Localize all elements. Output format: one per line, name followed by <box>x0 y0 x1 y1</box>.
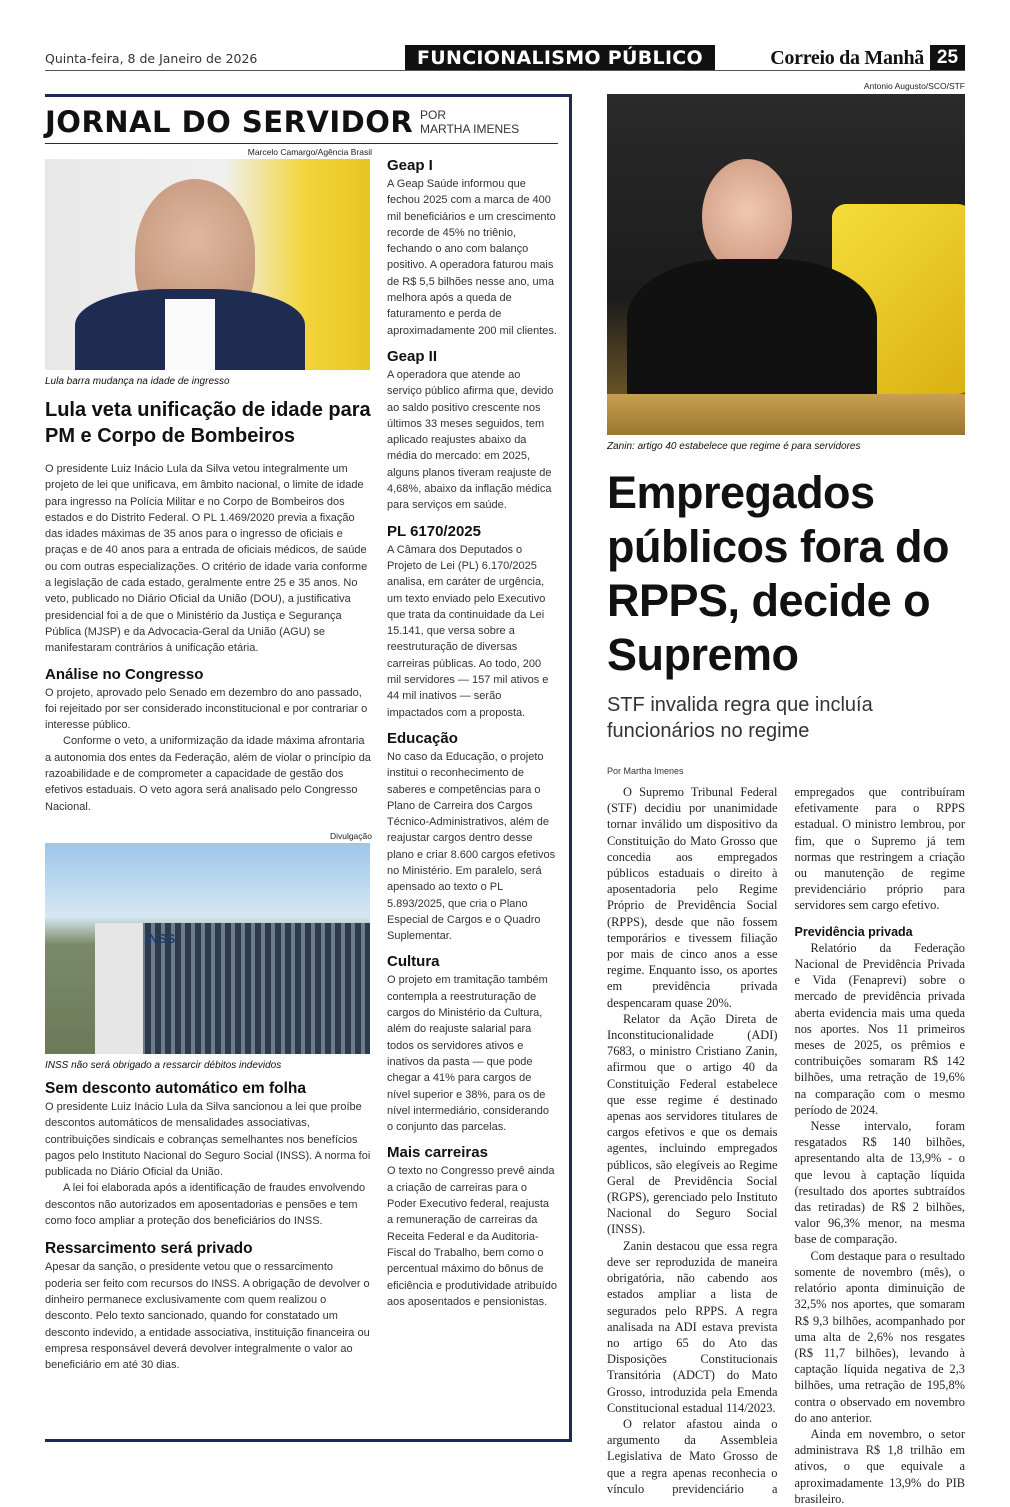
paragraph: O presidente Luiz Inácio Lula da Silva vetou integralmente um projeto de lei que unificava, em âmbito nacional, o limite de idade para ingresso na Polícia Militar e no Corpo de Bombeiros dos estados e do Distrito Federal. O PL 1.469/2020 previa a fixação das idades máximas de 35 anos para o ingresso de oficiais e praças e de 40 anos para a entrada de oficiais médicos, de saúde ou com outras especializações. O critério de idade varia conforme a legislação de cada estado, geralmente entre 25 e 35 anos. No veto, publicado no Diário Oficial da União (DOU), a justificativa presidencial foi a de que o Ministério da Justiça e Segurança Pública (MJSP) e da Advocacia-Geral da União (AGU) se manifestaram contrários à unificação etária. <box>45 463 368 655</box>
article-body <box>607 784 965 1507</box>
section-title: FUNCIONALISMO PÚBLICO <box>405 45 715 71</box>
paragraph: Com destaque para o resultado somente de novembro (mês), o relatório aponta diminuição de 32,5% nos aportes, que somaram R$ 9,3 bilhões, acompanhado por uma alta de 2,6% nos resgates (R$ 11,7 bilhões), levando à captação líquida negativa de 2,3 bilhões, uma retração de 195,8% contra o observado em novembro do ano anterior. <box>794 1248 965 1425</box>
subheading: Análise no Congresso <box>45 665 204 683</box>
inss-sign: INSS <box>145 930 176 946</box>
photo-caption: Zanin: artigo 40 estabelece que regime é para servidores <box>607 441 861 452</box>
lula-photo <box>45 159 370 370</box>
paragraph: Conforme o veto, a uniformização da idade máxima afrontaria a autonomia dos entes da Federação, além de violar o princípio da razoabilidade e de comprometer a capacidade de gestão dos efetivos estaduais. O veto agora será analisado pelo Congresso Nacional. <box>45 735 371 813</box>
column-title: JORNAL DO SERVIDOR <box>45 105 414 139</box>
subheading: Previdência privada <box>794 924 913 939</box>
note-educacao <box>387 729 557 945</box>
note-text: A Câmara dos Deputados o Projeto de Lei (PL) 6.170/2025 analisa, em caráter de urgência, um texto enviado pelo Executivo que trata da continuidade da Lei 15.141, que versa sobre a reestruturação de diversas carreiras públicas. Ao todo, 200 mil servidores — 157 mil ativos e 44 mil inativos — serão impactados com a proposta. <box>387 543 549 719</box>
notes-column <box>387 148 557 1310</box>
inss-building-photo <box>45 843 370 1054</box>
paragraph: Ainda em novembro, o setor administrava R$ 1,8 trilhão em ativos, o que equivale a aproximadamente 13,9% do PIB brasileiro. <box>794 1426 965 1506</box>
zanin-photo <box>607 94 965 435</box>
note-text: A operadora que atende ao serviço público afirma que, devido ao saldo positivo crescente nos últimos 33 meses seguidos, tem aplicado reajustes abaixo da média do mercado: em 2025, alguns planos tiveram reajuste de 4,68%, abaixo da inflação médica para serviços em saúde. <box>387 368 554 512</box>
edition-date: Quinta-feira, 8 de Janeiro de 2026 <box>45 51 258 66</box>
note-title: Geap I <box>387 157 433 174</box>
note-title: PL 6170/2025 <box>387 522 481 540</box>
header-rule <box>45 70 965 71</box>
paragraph: Apesar da sanção, o presidente vetou que o ressarcimento poderia ser feito com recursos do INSS. A obrigação de devolver o dinheiro permanece exclusivamente com quem realizou o desconto. Pelo texto sancionado, quando for constatado um desconto indevido, a entidade associativa, instituição financeira ou empresa responsável deverá devolver integralmente o valor ao beneficiário em até 30 dias. <box>45 1261 370 1372</box>
note-title: Educação <box>387 729 458 747</box>
note-geap-1 <box>387 156 557 339</box>
byline: Por Martha Imenes <box>607 766 684 776</box>
byline-author: MARTHA IMENES <box>420 122 520 136</box>
main-headline: Empregados públicos fora do RPPS, decide o Supremo <box>607 467 950 680</box>
left-column <box>45 147 372 1373</box>
paragraph: Relator da Ação Direta de Inconstitucionalidade (ADI) 7683, o ministro Cristiano Zanin, afirmou que o artigo 40 da Constituição Federal estabelece que esse regime é destinado apenas aos servidores titulares de cargos efetivos e que os demais agentes, incluindo empregados públicos, são elegíveis ao Regime Geral de Previdência Social (RGPS), gerenciado pelo Instituto Nacional do Seguro Social (INSS). <box>607 1011 778 1237</box>
note-text: O projeto em tramitação também contempla a reestruturação de cargos do Ministério da Cultura, além do reajuste salarial para todos os servidores ativos e inativos da pasta — que pode chegar a 41% para cargos de nível superior e 38%, para os de nível intermediário, considerando o conjunto das parcelas. <box>387 974 550 1134</box>
photo-caption: INSS não será obrigado a ressarcir débitos indevidos <box>45 1059 282 1071</box>
photo-credit: Divulgação <box>329 830 372 841</box>
paragraph: Nesse intervalo, foram resgatados R$ 140 bilhões, apresentando alta de 13,9% - o que levou à captação líquida (resultado dos aportes subtraídos das retiradas) de R$ 2 bilhões, valor 96,3% menor, na mesma base de comparação. <box>794 1119 965 1247</box>
byline-por: POR <box>420 108 447 122</box>
article-headline: Lula veta unificação de idade para PM e Corpo de Bombeiros <box>45 399 371 447</box>
subheadline: STF invalida regra que incluía funcionários no regime <box>607 694 873 742</box>
note-cultura <box>387 952 557 1135</box>
newspaper-logo: Correio da Manhã <box>770 47 924 69</box>
photo-credit: Marcelo Camargo/Agência Brasil <box>247 147 372 157</box>
article-body <box>45 685 372 815</box>
article-body <box>45 461 372 657</box>
paragraph: O presidente Luiz Inácio Lula da Silva sancionou a lei que proíbe descontos automáticos de mensalidades associativas, contribuições sindicais e cobranças semelhantes nos benefícios pagos pelo Instituto Nacional do Seguro Social (INSS). A norma foi publicada no Diário Oficial da União. <box>45 1100 371 1179</box>
main-story <box>607 81 965 1507</box>
note-title: Mais carreiras <box>387 1144 488 1162</box>
note-carreiras <box>387 1143 557 1310</box>
column-byline <box>420 108 560 136</box>
article-body <box>45 1259 372 1373</box>
article-body <box>45 1099 372 1229</box>
note-title: Cultura <box>387 953 440 971</box>
paragraph: O projeto, aprovado pelo Senado em dezembro do ano passado, foi rejeitado por ser considerado inconstitucional e por contrariar o interesse público. <box>45 686 368 732</box>
subheading: Sem desconto automático em folha <box>45 1079 306 1097</box>
note-title: Geap II <box>387 347 438 365</box>
photo-caption: Lula barra mudança na idade de ingresso <box>45 376 230 387</box>
note-text: O texto no Congresso prevê ainda a criação de carreiras para o Poder Executivo federal, reajusta a remuneração de carreiras da Receita Federal e da Auditoria-Fiscal do Trabalho, bem como o percentual máximo do bônus de eficiência e produtividade atribuído aos aposentados e pensionistas. <box>387 1165 558 1308</box>
title-rule <box>45 143 558 144</box>
note-geap-2 <box>387 347 557 514</box>
paragraph: A lei foi elaborada após a identificação de fraudes envolvendo descontos não autorizados em aposentadorias e pensões e tem como foco ampliar a proteção dos beneficiários do INSS. <box>45 1182 366 1228</box>
paragraph: Zanin destacou que essa regra deve ser reproduzida de maneira obrigatória, não cabendo aos estados ampliar a lista de segurados pelo RPPS. A regra analisada na ADI estava prevista no artigo 65 do Ato das Disposições Constitucionais Transitória (ADCT) do Mato Grosso, introduzida pela Emenda Constitucional estadual 114/2023. <box>607 1238 778 1415</box>
photo-credit: Antonio Augusto/SCO/STF <box>863 81 965 91</box>
paragraph: Relatório da Federação Nacional de Previdência Privada e Vida (Fenaprevi) sobre o mercado de previdência privada aberta evidencia mais uma queda nos aportes. Nos 11 primeiros meses de 2025, os prêmios e contribuições somaram R$ 142 bilhões, uma retração de 19,6% na comparação com o mesmo período de 2024. <box>794 940 965 1117</box>
subheading: Ressarcimento será privado <box>45 1240 253 1258</box>
paragraph: O Supremo Tribunal Federal (STF) decidiu por unanimidade tornar inválido um dispositivo da Constituição do Mato Grosso que concedia aos empregados públicos estaduais o direito à aposentadoria pelo Regime Próprio de Previdência Social (RPPS), desde que não fossem temporários e tivessem filiação por mais de cinco anos a esse regime. Enquanto isso, os aportes em previdência privada despencaram quase 20%. <box>607 785 778 1010</box>
note-text: A Geap Saúde informou que fechou 2025 com a marca de 400 mil beneficiários e um crescimento recorde de 45% no triênio, fechando o ano com balanço positivo. A operadora faturou mais de R$ 5,5 bilhões nesse ano, uma melhora após a queda de faturamento e perda de aproximadamente 200 mil clientes. <box>387 178 557 337</box>
note-pl <box>387 522 557 721</box>
note-text: No caso da Educação, o projeto institui o reconhecimento de saberes e competências para o Plano de Carreira dos Cargos Técnico-Administrativos, além de reajustar cargos dentro desse plano e criar 8.600 cargos efetivos no Ministério. Em paralelo, será apensado ao texto o PL 5.893/2025, que cria o Plano Especial de Cargos e o Quadro Suplementar. <box>387 750 556 943</box>
page-number: 25 <box>930 45 965 71</box>
paragraph: O relator afastou ainda o argumento da Assembleia Legislativa de Mato Grosso de que a regra apenas reconhecia o vínculo previdenciário a empregados que contribuíram efetivamente para o RPPS estadual. O ministro lembrou, por fim, que o Supremo já tem normas que restringem a criação ou manutenção de regime previdenciário próprio para servidores sem cargo efetivo. <box>607 785 965 1496</box>
